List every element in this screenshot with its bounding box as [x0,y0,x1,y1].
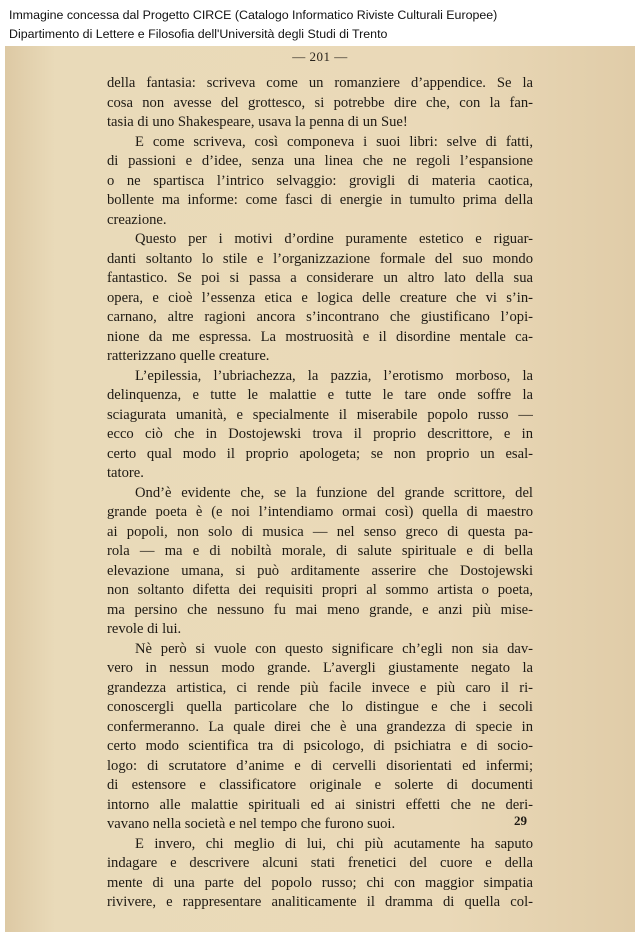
text-line: confermeranno. La quale direi che è una grandezza di specie in [107,718,533,735]
text-line: Nè però si vuole con questo significare ch’egli non sia dav- [135,640,533,657]
text-line: tasia di uno Shakespeare, usava la penna di un Sue! [107,114,408,130]
text-line: grandezza artistica, ci rende più facile invece e più caro il ri- [107,679,533,696]
text-line: non soltanto difetta dei requisiti propri al sommo artista o poeta, [107,582,533,598]
text-line: logo: di scrutatore d’anime e di cervelli disorientati ed infermi; [107,757,533,774]
text-line: elevazione umana, si può arditamente asserire che Dostojewski [107,562,533,579]
text-line: grande poeta è (e noi l’intendiamo ormai così) quella di maestro [107,504,533,520]
body-text [107,74,533,913]
text-line: E come scriveva, così componeva i suoi libri: selve di fatti, [135,133,533,150]
text-line: fantastico. Se poi si passa a considerare un altro lato della sua [107,270,533,286]
text-line: bollente ma informe: come fasci di energie in tumulto prima della [107,192,533,208]
text-line: Questo per i motivi d’ordine puramente estetico e riguar- [135,231,533,247]
text-line: ecco ciò che in Dostojewski trova il proprio descrittore, e in [107,426,533,442]
text-line: creazione. [107,211,167,228]
text-line: di passioni e d’idee, senza una linea che ne regoli l’espansione [107,153,533,169]
text-line: o ne spartisca l’intrico selvaggio: grovigli di materia caotica, [107,172,533,189]
text-line: Ond’è evidente che, se la funzione del grande scrittore, del [135,484,533,501]
text-line: conoscergli quella particolare che lo distingue e che i secoli [107,699,533,715]
text-line: vavano nella società e nel tempo che furono suoi. [107,816,396,832]
credit-line-2: Dipartimento di Lettere e Filosofia dell'Università degli Studi di Trento [9,27,388,41]
text-line: danti soltanto lo stile e l’organizzazione formale del suo mondo [107,250,533,267]
text-line: rivivere, e rappresentare analiticamente il dramma di quella col- [107,894,533,910]
text-line: certo qual modo il proprio apologeta; se non proprio un esal- [107,445,533,462]
text-line: intorno alle malattie spirituali ed ai sinistri effetti che ne deri- [107,796,533,813]
text-line: E invero, chi meglio di lui, chi più acutamente ha saputo [135,835,533,852]
text-line: vero in nessun modo grande. L’avergli giustamente negato la [107,660,533,676]
text-line: ai popoli, non solo di musica — nel senso greco di questa pa- [107,523,533,540]
text-line: ratterizzano quelle creature. [107,348,270,364]
text-line: certo modo scientifica tra di psicologo, di psichiatra e di socio- [107,738,533,754]
image-credit [9,6,633,44]
text-line: nione da me espressa. La mostruosità e il disordine mentale ca- [107,328,533,345]
text-line: ma persino che nessuno fu mai meno grande, e anzi più mise- [107,601,533,618]
text-line: mente di una parte del popolo russo; chi con maggior simpatia [107,874,533,891]
text-line: indagare e descrivere alcuni stati frenetici del cuore e della [107,855,533,871]
scanned-page [5,46,635,932]
text-line: cosa non avesse del grottesco, si potrebbe dire che, con la fan- [107,94,533,111]
text-line: di estensore e classificatore originale e solerte di documenti [107,777,533,793]
folio-number: 29 [514,813,527,828]
text-line: revole di lui. [107,621,182,637]
page-header-number: — 201 — [292,49,348,64]
credit-line-1: Immagine concessa dal Progetto CIRCE (Catalogo Informatico Riviste Culturali Europee) [9,8,498,22]
text-line: opera, e cioè l’essenza etica e logica delle creature che vi s’in- [107,289,533,306]
text-line: rola — ma e di nobiltà morale, di salute spirituale e di bella [107,543,533,559]
text-line: carnano, altre ragioni ancora s’incontrano che giustificano l’opi- [107,309,533,325]
text-line: tatore. [107,465,144,481]
text-line: delinquenza, e tutte le malattie e tutte le tare onde soffre la [107,387,533,403]
text-line: della fantasia: scriveva come un romanziere d’appendice. Se la [107,75,533,91]
text-line: sciagurata umanità, e specialmente il miserabile popolo russo — [107,406,533,423]
text-line: L’epilessia, l’ubriachezza, la pazzia, l’erotismo morboso, la [135,367,533,384]
